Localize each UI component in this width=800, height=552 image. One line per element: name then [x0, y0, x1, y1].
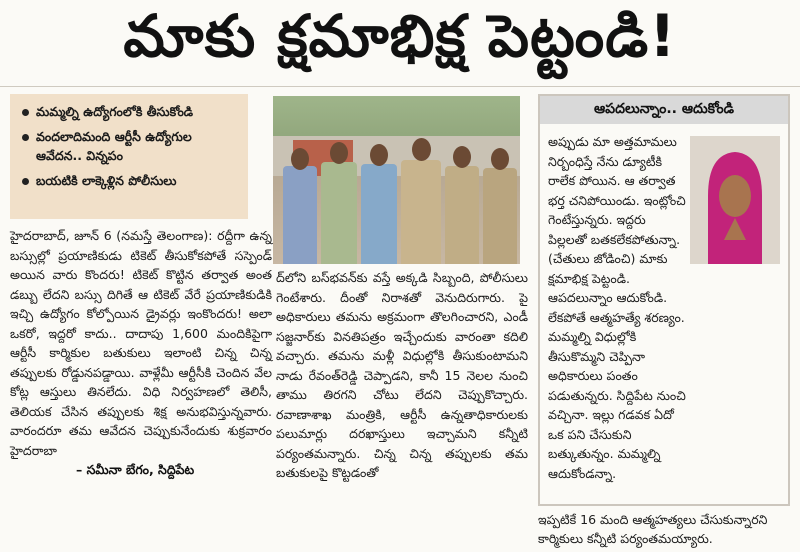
- tail-text: ఇప్పటికే 16 మంది ఆత్మహత్యలు చేసుకున్నారని కార్మికులు కన్నీటి పర్యంతమయ్యారు.: [538, 512, 768, 546]
- highlight-item: మమ్మల్ని ఉద్యోగంలోకి తీసుకోండి: [20, 102, 238, 121]
- highlights-box: [10, 94, 248, 219]
- headline-rule: [0, 86, 800, 87]
- headline: మాకు క్షమాభిక్ష పెట్టండి!: [123, 1, 677, 70]
- sidebar-heading: ఆపదలున్నాం.. ఆదుకోండి: [540, 96, 788, 124]
- signature: – సమీనా బేగం, సిద్దిపేట: [76, 462, 195, 477]
- article-body-middle: ద్‌లోని బస్‌భవన్‌కు వస్తే అక్కడి సిబ్బంది, పోలీసులు గెంటేశారు. దీంతో నిరాశతో వెనుదిరుగారు. పై అధికారులు తమను అక్రమంగా తొలగించారని, ఎండీ సజ్జనార్‌కు వినతిపత్రం ఇచ్చేందుకు వారంతా కదిలి వచ్చారు. తమను మళ్లీ విధుల్లోకి తీసుకుంటామని నాడు రేవంత్‌రెడ్డి చెప్పాడని, కానీ 15 నెలల నుంచి తాము తిరగని చోటు లేదని చెప్పుకొచ్చారు. రవాణాశాఖ మంత్రికి, ఆర్టీసీ ఉన్నతాధికారులకు పలుమార్లు దరఖాస్తులు ఇచ్చామని కన్నీటి పర్యంతమన్నారు. చిన్న చిన్న తప్పులకు తమ బతుకులపై కొట్టడంతో: [276, 270, 528, 480]
- protest-photo: [273, 96, 520, 264]
- article-body-left: హైదరాబాద్, జూన్ 6 (నమస్తే తెలంగాణ): రద్దీగా ఉన్న బస్సుల్లో ప్రయాణికుడు టికెట్ తీసుకోకపోతే సస్పెండ్ అయిన వారు కొందరు! టికెట్ కొట్టిన తర్వాత అంత డబ్బు లేదని బస్సు దిగితే ఆ టికెట్ వేరే ప్రయాణికుడికి ఇచ్చి ఉద్యోగం కోల్పోయిన డ్రైవర్లు ఇంకొందరు! అలా ఒకరో, ఇద్దరో కాదు.. దాదాపు 1,600 మందికిపైగా ఆర్టీసీ కార్మికుల బతుకులు ఇలాంటి చిన్న చిన్న తప్పులకు రోడ్డునపడ్డాయి. వాళ్లేమీ ఆర్టీసీకి చెందిన వేల కోట్ల ఆస్తులు తినలేదు. విధి నిర్వహణలో తెలిసీ, తెలియక చేసిన తప్పులకు శిక్ష అనుభవిస్తున్నవారు. వారందరూ తమ ఆవేదన చెప్పుకునేందుకు శుక్రవారం హైదరాబా: [10, 228, 272, 458]
- highlight-item: బయటికి లాక్కెళ్లిన పోలీసులు: [20, 171, 238, 190]
- sidebar-box: [538, 94, 790, 506]
- sidebar-body: [548, 132, 782, 483]
- sidebar-text: అప్పుడు మా అత్తమామలు నిర్బంధిస్తే నేను డ్యూటీకి రాలేక పోయిన. ఆ తర్వాత భర్త చనిపోయిండు. ఇంట్లోంచి గెంటేస్తున్నరు. ఇద్దరు పిల్లలతో బతకలేకపోతున్నా. (చేతులు జోడించి) మాకు క్షమాభిక్ష పెట్టండి. ఆపదలున్నాం ఆదుకోండి. లేకపోతే ఆత్మహత్యే శరణ్యం. మమ్మల్ని విధుల్లోకి తీసుకొమ్మని చెప్పినా అధికారులు పంతం పడుతున్నరు. సిద్దిపేట నుంచి వచ్చినా. ఇల్లు గడవక ఏదో ఒక పని చేసుకుని బత్కుతున్నం. మమ్మల్ని ఆదుకోండన్నా.: [548, 134, 686, 481]
- highlight-item: వందలాదిమంది ఆర్టీసీ ఉద్యోగుల ఆవేదన.. విన్నపం: [20, 127, 238, 165]
